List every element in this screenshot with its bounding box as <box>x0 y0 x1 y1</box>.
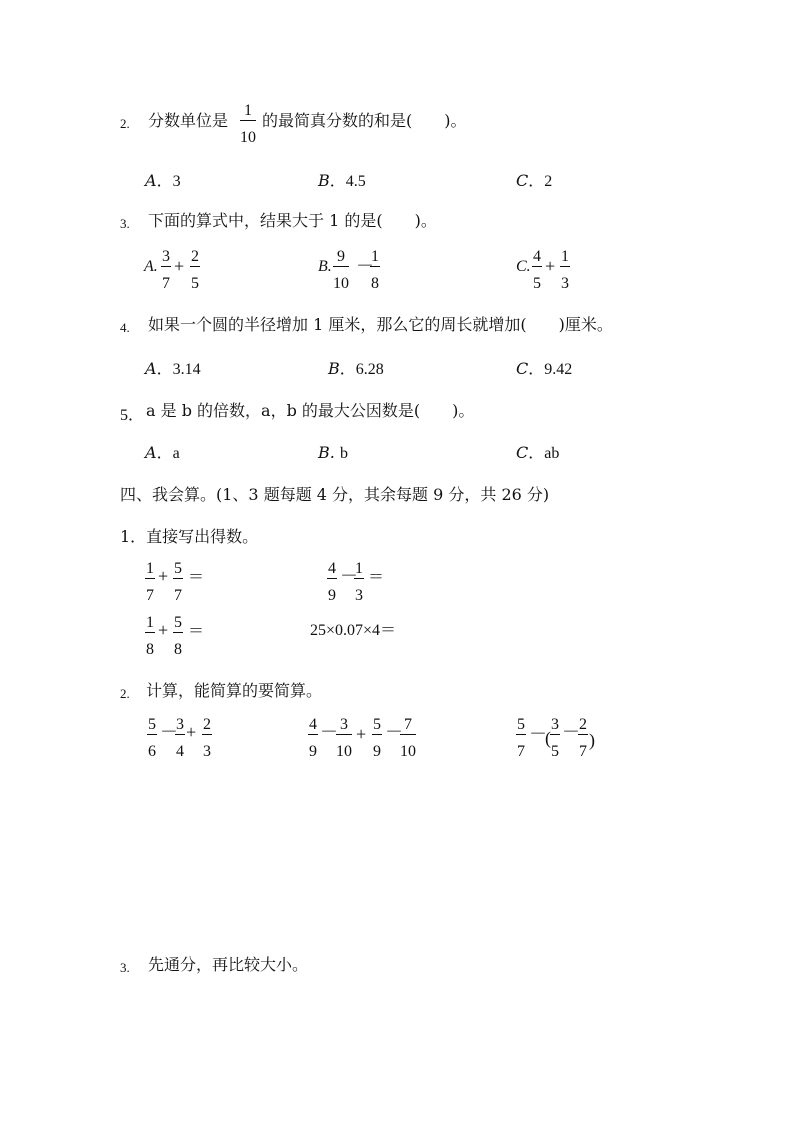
denominator: 10 <box>240 129 256 146</box>
operator: + <box>186 722 197 742</box>
operator: － <box>385 722 403 742</box>
operator: + <box>545 256 556 276</box>
fraction: $\frac{1}{8}$ <box>146 614 154 658</box>
fraction: $\frac{1}{3}$ <box>355 560 363 604</box>
fraction: $\frac{5}{6}$ <box>148 716 156 760</box>
fraction: $\frac{5}{8}$ <box>174 614 182 658</box>
fraction <box>240 102 256 147</box>
option-c: C．9.42 <box>516 359 573 378</box>
question-text: 的最简真分数的和是( )。 <box>262 111 467 130</box>
question-number: 3. <box>120 960 130 975</box>
fraction: $\frac{1}{3}$ <box>561 248 569 292</box>
fraction: $\frac{3}{4}$ <box>176 716 184 760</box>
question-text: 如果一个圆的半径增加 1 厘米，那么它的周长就增加( )厘米。 <box>148 315 613 334</box>
fraction: $\frac{1}{8}$ <box>371 248 379 292</box>
option-a: A．3.14 <box>145 359 201 378</box>
option-a: A．3 <box>145 171 181 190</box>
section-heading: 四、我会算。(1、3 题每题 4 分，其余每题 9 分，共 26 分) <box>120 485 550 504</box>
question-text: 下面的算式中，结果大于 1 的是( )。 <box>148 211 437 230</box>
fraction: $\frac{2}{7}$ <box>579 716 587 760</box>
option-b: B．4.5 <box>318 171 366 190</box>
question-number: 3. <box>120 216 130 231</box>
fraction: $\frac{1}{7}$ <box>146 560 154 604</box>
option-c: C．2 <box>516 171 553 190</box>
operator: + <box>158 566 169 586</box>
open-paren: ( <box>545 728 551 748</box>
question-number: 4. <box>120 320 130 335</box>
expression: 25×0.07×4＝ <box>310 622 397 639</box>
question-text: 分数单位是 <box>148 111 229 130</box>
fraction: $\frac{2}{5}$ <box>191 248 199 292</box>
fraction: $\frac{5}{7}$ <box>517 716 525 760</box>
close-paren: ) <box>589 730 595 750</box>
numerator: 1 <box>240 102 256 121</box>
operator: + <box>174 256 185 276</box>
option-b: B. b <box>318 443 348 462</box>
option-c: C．ab <box>516 443 560 462</box>
fraction: $\frac{3}{5}$ <box>551 716 559 760</box>
fraction: $\frac{3}{7}$ <box>162 248 170 292</box>
question-number: 2. <box>120 116 130 131</box>
question-number: 2. <box>120 686 130 701</box>
question-label: 先通分，再比较大小。 <box>148 955 309 974</box>
operator: － <box>562 722 580 742</box>
fraction: $\frac{5}{9}$ <box>373 716 381 760</box>
fraction: $\frac{4}{5}$ <box>533 248 541 292</box>
operator: － <box>340 566 358 586</box>
operator: － <box>529 724 547 744</box>
equals-sign: ＝ <box>368 567 385 586</box>
fraction: $\frac{9}{10}$ <box>333 248 349 292</box>
operator: + <box>158 620 169 640</box>
question-label: 1．直接写出得数。 <box>120 527 259 546</box>
option-b-letter: B. <box>318 258 332 275</box>
fraction: $\frac{2}{3}$ <box>203 716 211 760</box>
question-number: 5． <box>120 407 145 424</box>
option-b: B．6.28 <box>328 359 384 378</box>
operator: － <box>160 722 178 742</box>
operator: － <box>356 256 374 276</box>
fraction: $\frac{7}{10}$ <box>400 716 416 760</box>
question-label: 计算，能简算的要简算。 <box>146 681 323 700</box>
equals-sign: ＝ <box>188 567 205 586</box>
fraction: $\frac{4}{9}$ <box>309 716 317 760</box>
option-c-letter: C. <box>516 258 531 275</box>
equals-sign: ＝ <box>188 621 205 640</box>
option-a-letter: A. <box>144 258 158 275</box>
fraction: $\frac{3}{10}$ <box>336 716 352 760</box>
operator: － <box>320 722 338 742</box>
operator: + <box>356 724 367 744</box>
fraction: $\frac{4}{9}$ <box>328 560 336 604</box>
question-text: a 是 b 的倍数，a，b 的最大公因数是( )。 <box>146 401 475 420</box>
fraction: $\frac{5}{7}$ <box>174 560 182 604</box>
option-a: A．a <box>145 443 180 462</box>
